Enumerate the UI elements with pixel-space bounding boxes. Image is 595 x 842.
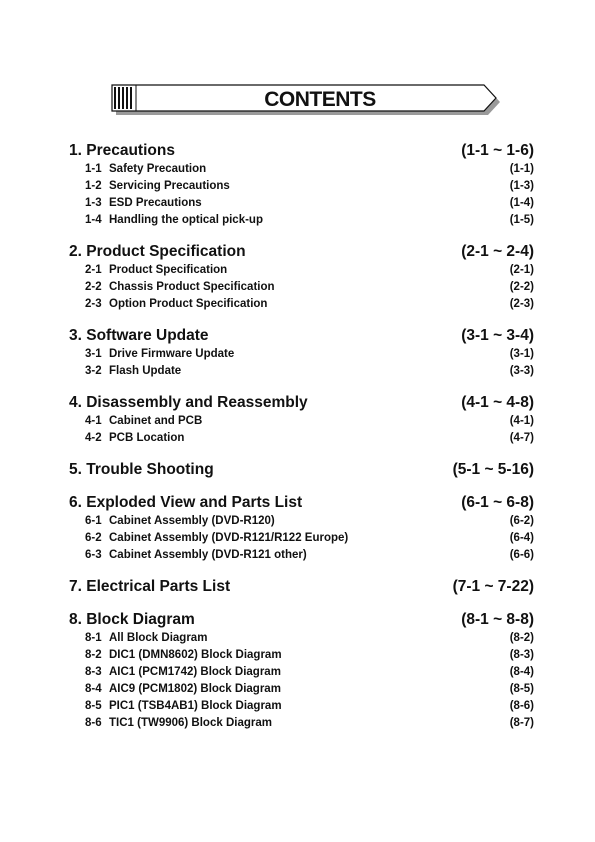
entry-page: (6-6) [509,549,534,561]
entry-page: (1-3) [509,180,534,192]
toc-section [69,576,534,597]
entry-number: 1-2 [85,180,102,192]
entry-text [85,346,234,363]
section-page-range: (6-1 ~ 6-8) [461,494,534,511]
entry-text [85,698,282,715]
entry-number: 2-2 [85,281,102,293]
entry-text [85,630,207,647]
section-heading[interactable] [69,492,534,513]
entry-number: 8-2 [85,649,102,661]
table-of-contents [69,140,534,744]
entry-page: (1-5) [509,214,534,226]
toc-section [69,609,534,732]
toc-entry[interactable] [69,715,534,732]
entry-label: Chassis Product Specification [109,281,275,293]
entry-page: (8-5) [509,683,534,695]
toc-entry[interactable] [69,547,534,564]
entry-page: (4-1) [509,415,534,427]
entry-text [85,647,282,664]
entry-label: Cabinet and PCB [109,415,203,427]
section-heading[interactable] [69,325,534,346]
section-heading[interactable] [69,392,534,413]
section-title: 8. Block Diagram [69,611,195,628]
entry-label: AIC9 (PCM1802) Block Diagram [109,683,281,695]
entry-number: 8-5 [85,700,102,712]
entry-page: (1-4) [509,197,534,209]
entry-text [85,178,230,195]
entry-label: Cabinet Assembly (DVD-R120) [109,515,275,527]
entry-page: (8-4) [509,666,534,678]
entry-page: (1-1) [509,163,534,175]
entry-text [85,195,202,212]
toc-entry[interactable] [69,681,534,698]
entry-number: 4-2 [85,432,102,444]
entry-number: 8-6 [85,717,102,729]
entry-text [85,413,202,430]
entry-page: (6-4) [509,532,534,544]
section-title: 3. Software Update [69,327,209,344]
section-heading[interactable] [69,609,534,630]
section-page-range: (5-1 ~ 5-16) [452,461,534,478]
entry-page: (4-7) [509,432,534,444]
section-heading[interactable] [69,241,534,262]
toc-section [69,241,534,313]
entry-number: 1-4 [85,214,102,226]
entry-label: Drive Firmware Update [109,348,235,360]
entry-text [85,212,263,229]
entry-number: 3-2 [85,365,102,377]
entry-label: PCB Location [109,432,185,444]
entry-label: Servicing Precautions [109,180,230,192]
entry-label: Cabinet Assembly (DVD-R121/R122 Europe) [109,532,349,544]
toc-entry[interactable] [69,195,534,212]
entry-label: TIC1 (TW9906) Block Diagram [109,717,272,729]
entry-label: Product Specification [109,264,228,276]
entry-text [85,430,184,447]
section-title: 5. Trouble Shooting [69,461,214,478]
toc-entry[interactable] [69,530,534,547]
entry-number: 6-2 [85,532,102,544]
entry-number: 3-1 [85,348,102,360]
toc-entry[interactable] [69,161,534,178]
entry-label: DIC1 (DMN8602) Block Diagram [109,649,282,661]
section-title: 1. Precautions [69,142,175,159]
section-title: 2. Product Specification [69,243,246,260]
entry-text [85,161,206,178]
section-title: 6. Exploded View and Parts List [69,494,303,511]
toc-entry[interactable] [69,178,534,195]
entry-page: (2-2) [509,281,534,293]
toc-entry[interactable] [69,430,534,447]
section-title: 7. Electrical Parts List [69,578,231,595]
section-heading[interactable] [69,140,534,161]
entry-number: 1-3 [85,197,102,209]
section-page-range: (8-1 ~ 8-8) [461,611,534,628]
toc-entry[interactable] [69,413,534,430]
entry-label: AIC1 (PCM1742) Block Diagram [109,666,281,678]
entry-number: 6-1 [85,515,102,527]
entry-page: (8-6) [509,700,534,712]
entry-text [85,715,272,732]
section-page-range: (3-1 ~ 3-4) [461,327,534,344]
entry-text [85,530,348,547]
contents-banner [110,83,502,117]
entry-label: ESD Precautions [109,197,202,209]
entry-page: (2-1) [509,264,534,276]
toc-entry[interactable] [69,630,534,647]
entry-page: (3-3) [509,365,534,377]
entry-text [85,363,181,380]
entry-text [85,279,275,296]
toc-entry[interactable] [69,346,534,363]
entry-number: 8-3 [85,666,102,678]
entry-page: (8-2) [509,632,534,644]
entry-number: 2-3 [85,298,102,310]
entry-text [85,262,227,279]
toc-entry[interactable] [69,296,534,313]
entry-page: (2-3) [509,298,534,310]
toc-section [69,325,534,380]
toc-section [69,392,534,447]
toc-entry[interactable] [69,698,534,715]
entry-page: (3-1) [509,348,534,360]
toc-entry[interactable] [69,279,534,296]
page-title: CONTENTS [264,88,376,111]
entry-text [85,296,267,313]
toc-section [69,459,534,480]
entry-text [85,547,307,564]
section-heading[interactable] [69,576,534,597]
toc-entry[interactable] [69,363,534,380]
section-page-range: (7-1 ~ 7-22) [452,578,534,595]
entry-number: 8-4 [85,683,102,695]
toc-entry[interactable] [69,212,534,229]
entry-label: Handling the optical pick-up [109,214,263,226]
entry-number: 4-1 [85,415,102,427]
entry-page: (6-2) [509,515,534,527]
entry-number: 8-1 [85,632,102,644]
section-page-range: (4-1 ~ 4-8) [461,394,534,411]
toc-entry[interactable] [69,664,534,681]
entry-number: 1-1 [85,163,102,175]
entry-text [85,681,281,698]
entry-label: PIC1 (TSB4AB1) Block Diagram [109,700,282,712]
entry-page: (8-7) [509,717,534,729]
entry-text [85,513,275,530]
toc-section [69,140,534,229]
entry-label: Option Product Specification [109,298,268,310]
entry-label: All Block Diagram [109,632,208,644]
entry-number: 6-3 [85,549,102,561]
entry-label: Cabinet Assembly (DVD-R121 other) [109,549,307,561]
section-title: 4. Disassembly and Reassembly [69,394,308,411]
toc-entry[interactable] [69,647,534,664]
section-page-range: (1-1 ~ 1-6) [461,142,534,159]
toc-entry[interactable] [69,513,534,530]
toc-section [69,492,534,564]
entry-number: 2-1 [85,264,102,276]
entry-label: Safety Precaution [109,163,207,175]
toc-entry[interactable] [69,262,534,279]
section-heading[interactable] [69,459,534,480]
entry-text [85,664,281,681]
section-page-range: (2-1 ~ 2-4) [461,243,534,260]
entry-page: (8-3) [509,649,534,661]
entry-label: Flash Update [109,365,182,377]
